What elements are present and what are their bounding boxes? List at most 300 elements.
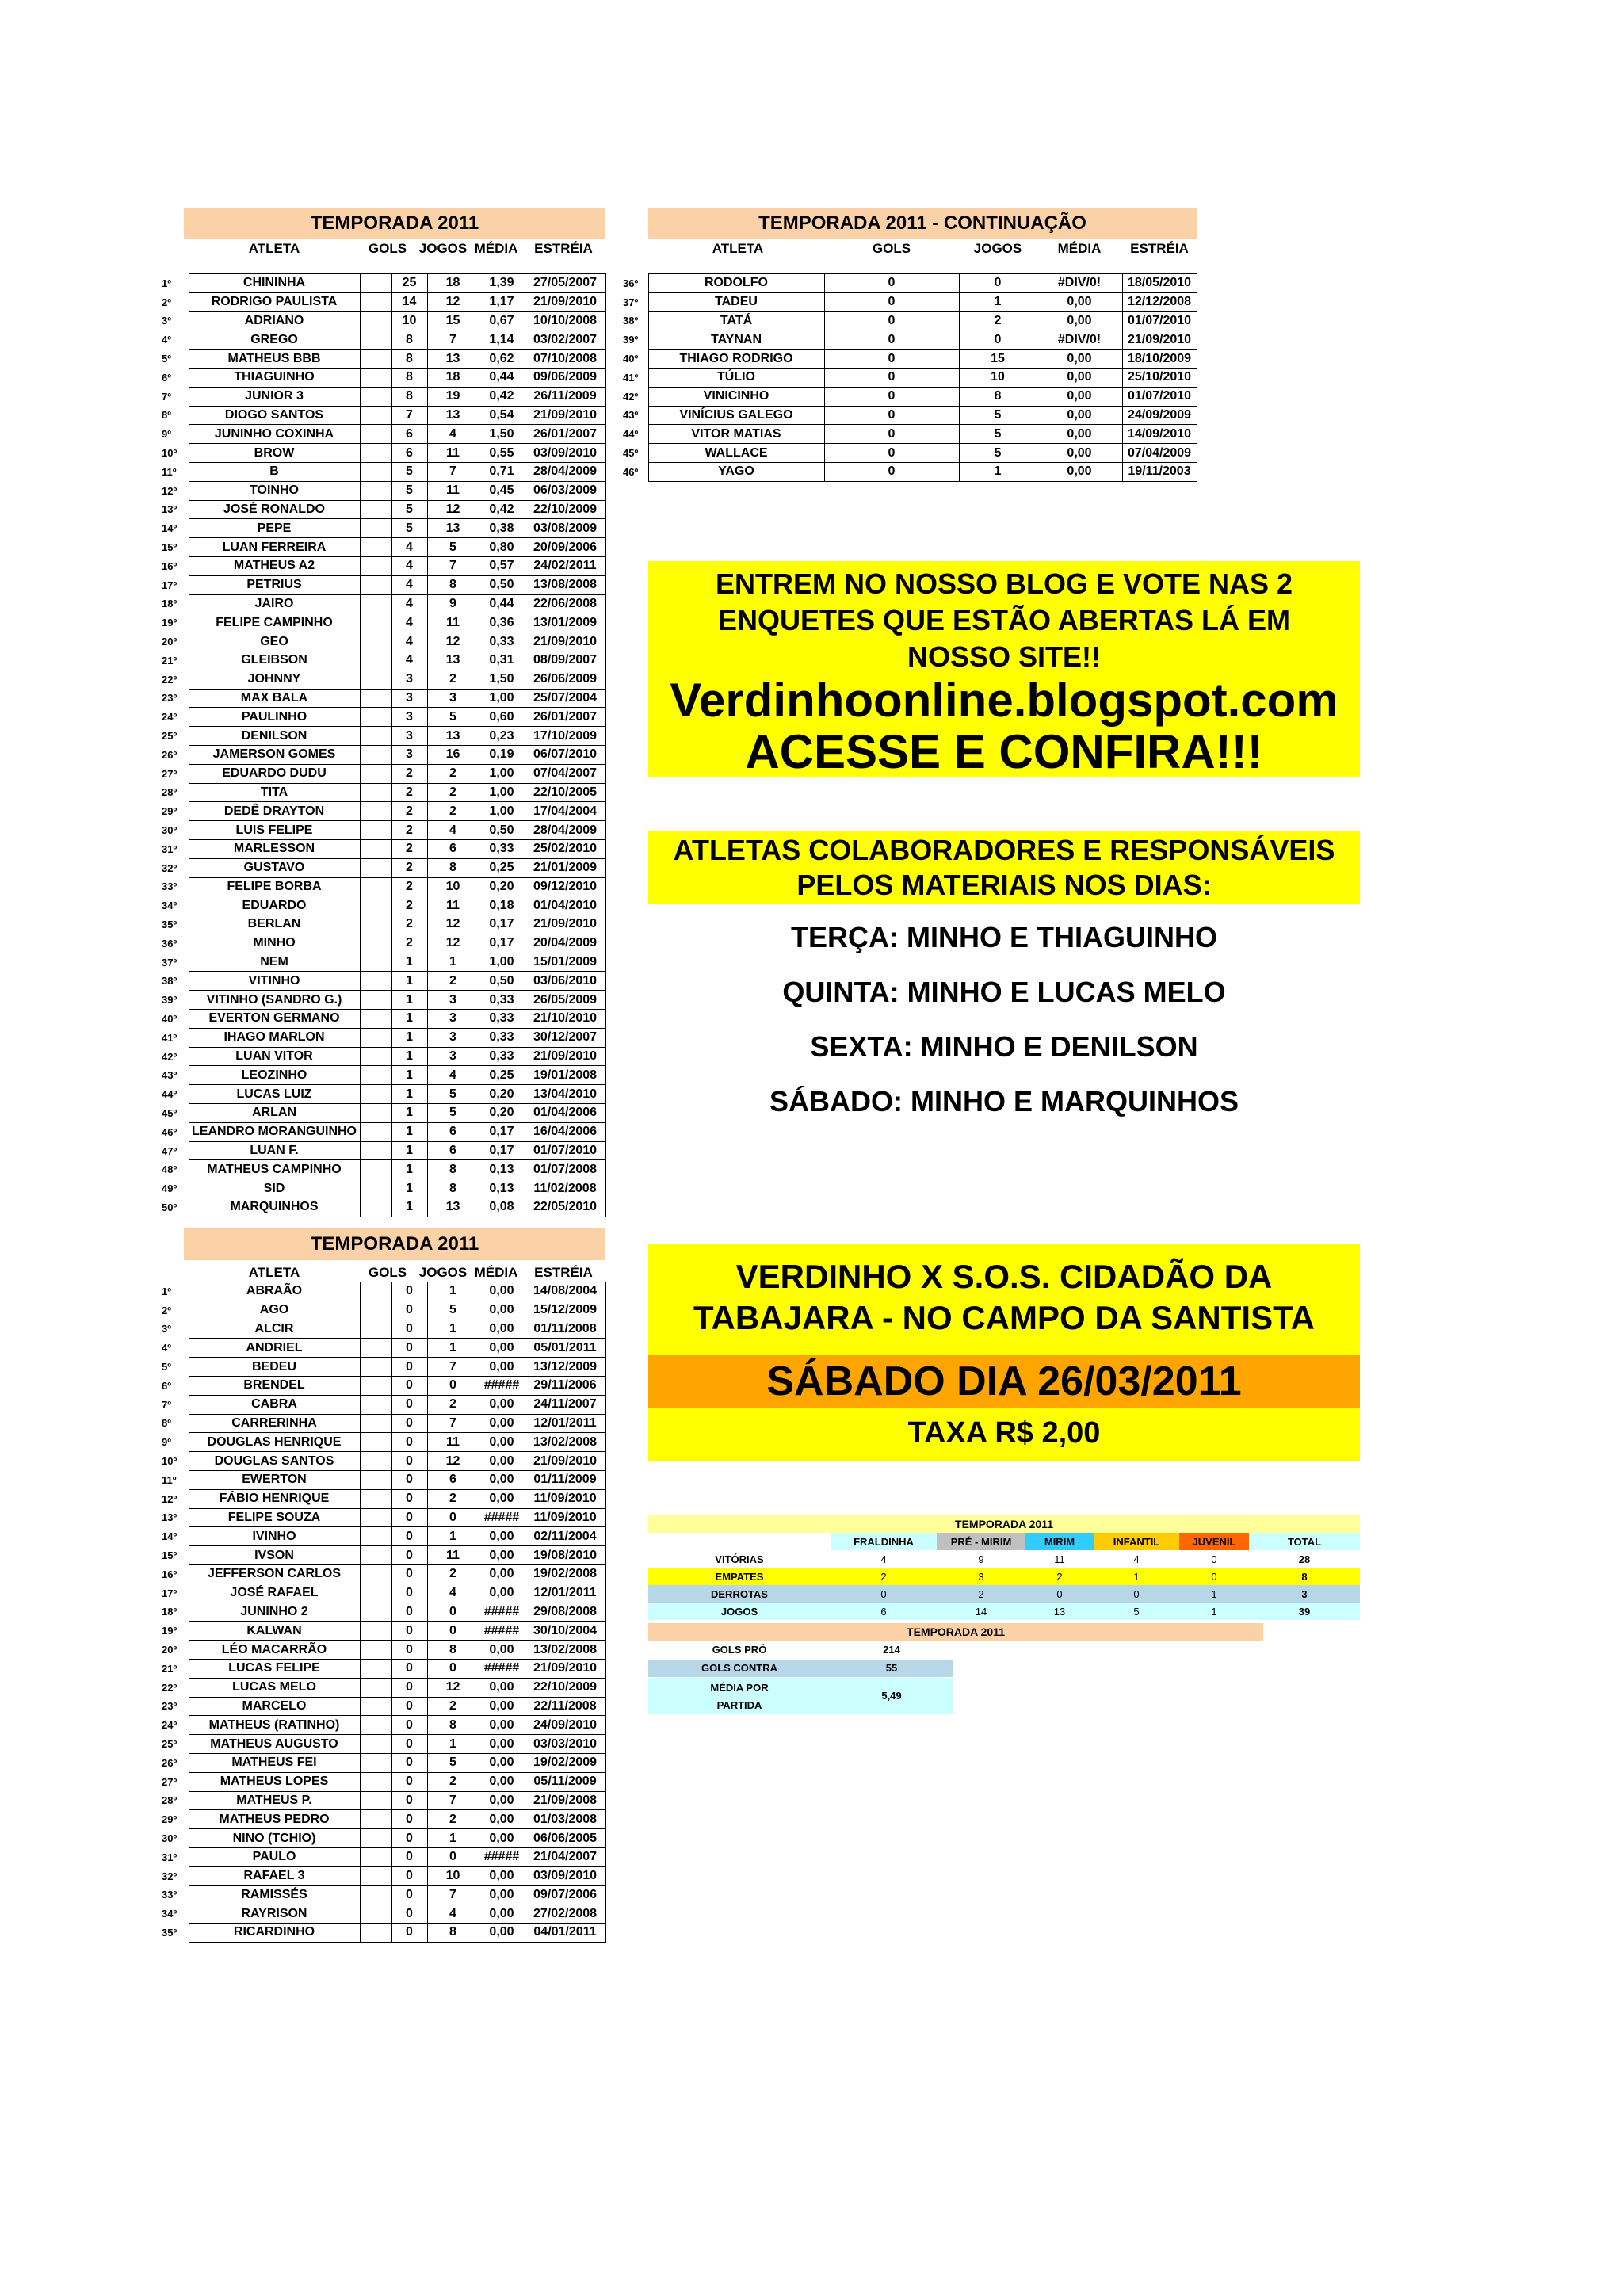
spacer-cell <box>360 1603 391 1622</box>
table-row <box>162 462 605 481</box>
table-row <box>162 1179 605 1198</box>
average: 0,00 <box>479 1753 525 1772</box>
athlete-name: LEANDRO MORANGUINHO <box>189 1122 360 1141</box>
games: 11 <box>427 1433 479 1452</box>
debut-date: 21/09/2010 <box>525 406 605 425</box>
average: 0,00 <box>479 1904 525 1924</box>
rank-position: 21º <box>162 654 178 667</box>
goals: 5 <box>391 462 427 481</box>
debut-date: 22/10/2009 <box>525 500 605 519</box>
spacer-cell <box>360 1508 391 1527</box>
average: 0,50 <box>479 972 525 991</box>
athlete-name: MATHEUS FEI <box>189 1753 360 1772</box>
rank-position: 13º <box>162 503 178 516</box>
spacer-cell <box>360 764 391 783</box>
games: 7 <box>427 462 479 481</box>
stats-value: 1 <box>1133 1570 1140 1583</box>
athlete-name: SID <box>189 1179 360 1198</box>
average: 0,42 <box>479 500 525 519</box>
average: 0,00 <box>479 1697 525 1716</box>
goals: 0 <box>824 350 959 369</box>
goals: 1 <box>391 1160 427 1179</box>
stats-value: 39 <box>1298 1605 1311 1618</box>
rank-position: 50º <box>162 1201 178 1213</box>
debut-date: 03/09/2010 <box>525 444 605 463</box>
rank-position: 26º <box>162 1756 178 1769</box>
average: 0,33 <box>479 991 525 1010</box>
games: 5 <box>959 425 1037 444</box>
stats-value: 0 <box>1211 1553 1217 1565</box>
goals: 0 <box>391 1697 427 1716</box>
debut-date: 13/02/2008 <box>525 1641 605 1660</box>
average: 0,00 <box>1037 292 1122 311</box>
media-por-partida-label <box>648 1678 831 1714</box>
games: 18 <box>427 368 479 387</box>
debut-date: 13/01/2009 <box>525 613 605 632</box>
athlete-name: EDUARDO <box>189 896 360 915</box>
table-row <box>162 689 605 708</box>
debut-date: 22/05/2010 <box>525 1198 605 1217</box>
debut-date: 01/11/2009 <box>525 1470 605 1489</box>
average: ##### <box>479 1376 525 1395</box>
average: 0,44 <box>479 368 525 387</box>
athlete-name: MATHEUS BBB <box>189 350 360 369</box>
schedule-friday: SEXTA: MINHO E DENILSON <box>810 1030 1198 1063</box>
spacer-cell <box>360 839 391 858</box>
games: 5 <box>959 406 1037 425</box>
athlete-name: TITA <box>189 783 360 802</box>
debut-date: 05/01/2011 <box>525 1339 605 1358</box>
spacer-cell <box>360 1160 391 1179</box>
goals: 2 <box>391 896 427 915</box>
rank-position: 29º <box>162 805 178 818</box>
stats-value: 4 <box>1133 1553 1140 1565</box>
rank-position: 25º <box>162 730 178 743</box>
spacer-cell <box>360 689 391 708</box>
debut-date: 14/08/2004 <box>525 1282 605 1301</box>
athlete-name: THIAGO RODRIGO <box>648 350 824 369</box>
athlete-name: MATHEUS LOPES <box>189 1772 360 1791</box>
spacer-cell <box>360 1028 391 1047</box>
games: 2 <box>427 802 479 821</box>
goals: 0 <box>391 1395 427 1414</box>
spacer-cell <box>360 1659 391 1678</box>
games: 4 <box>427 821 479 840</box>
debut-date: 01/03/2008 <box>525 1810 605 1829</box>
games: 0 <box>959 274 1037 293</box>
goals: 0 <box>391 1358 427 1377</box>
spacer-cell <box>360 821 391 840</box>
athlete-name: MATHEUS P. <box>189 1791 360 1810</box>
table-row <box>162 1791 605 1810</box>
athlete-name: JUNINHO COXINHA <box>189 425 360 444</box>
games: 13 <box>427 519 479 538</box>
spacer-cell <box>360 727 391 746</box>
spacer-cell <box>360 1395 391 1414</box>
table-row <box>162 311 605 330</box>
table-row <box>162 1527 605 1546</box>
spacer-cell <box>360 1047 391 1066</box>
table-row <box>162 350 605 369</box>
average: 1,39 <box>479 274 525 293</box>
spacer-cell <box>360 481 391 500</box>
games: 3 <box>427 1010 479 1029</box>
debut-date: 07/04/2009 <box>1122 444 1197 463</box>
athlete-name: GUSTAVO <box>189 858 360 877</box>
rank-position: 20º <box>162 636 178 648</box>
debut-date: 21/09/2010 <box>525 632 605 651</box>
spacer-cell <box>360 1010 391 1029</box>
table-row <box>623 330 1197 350</box>
games: 1 <box>959 462 1037 481</box>
average: 0,00 <box>479 1282 525 1301</box>
rank-position: 26º <box>162 748 178 761</box>
rank-position: 3º <box>162 1323 171 1335</box>
athlete-name: TÚLIO <box>648 368 824 387</box>
average: 0,17 <box>479 1122 525 1141</box>
table-row <box>162 556 605 575</box>
average: 0,31 <box>479 651 525 670</box>
rank-position: 16º <box>162 1568 178 1580</box>
rank-position: 38º <box>623 315 639 327</box>
debut-date: 17/04/2004 <box>525 802 605 821</box>
rank-position: 2º <box>162 296 171 308</box>
table-row <box>162 915 605 934</box>
stats-value: 2 <box>880 1570 887 1583</box>
stats-value: 0 <box>1133 1587 1140 1600</box>
spacer-cell <box>360 613 391 632</box>
average: 1,00 <box>479 689 525 708</box>
table-row <box>623 292 1197 311</box>
table-row <box>162 444 605 463</box>
table-row <box>623 406 1197 425</box>
games: 4 <box>427 1066 479 1085</box>
average: 0,60 <box>479 708 525 727</box>
debut-date: 25/07/2004 <box>525 689 605 708</box>
category-header: FRALDINHA <box>831 1533 937 1550</box>
table-row <box>162 1339 605 1358</box>
table-row <box>162 708 605 727</box>
average: 0,50 <box>479 821 525 840</box>
athlete-name: EWERTON <box>189 1470 360 1489</box>
athlete-name: IHAGO MARLON <box>189 1028 360 1047</box>
table3-col-jogos: JOGOS <box>418 1265 468 1280</box>
athlete-name: MINHO <box>189 934 360 953</box>
rank-position: 47º <box>162 1144 178 1157</box>
athlete-name: MARQUINHOS <box>189 1198 360 1217</box>
debut-date: 18/10/2009 <box>1122 350 1197 369</box>
games: 6 <box>427 839 479 858</box>
stats-value: 6 <box>880 1605 887 1618</box>
debut-date: 10/10/2008 <box>525 311 605 330</box>
debut-date: 28/04/2009 <box>525 462 605 481</box>
average: 0,00 <box>1037 425 1122 444</box>
athlete-name: JOSÉ RONALDO <box>189 500 360 519</box>
goals: 0 <box>391 1735 427 1754</box>
table3-col-media: MÉDIA <box>474 1265 518 1280</box>
table-row <box>162 500 605 519</box>
average: 0,00 <box>479 1395 525 1414</box>
rank-position: 30º <box>162 824 178 836</box>
goals: 4 <box>391 575 427 594</box>
spacer-cell <box>360 1924 391 1943</box>
debut-date: 30/12/2007 <box>525 1028 605 1047</box>
games: 12 <box>427 500 479 519</box>
spacer-cell <box>360 311 391 330</box>
athlete-name: MARLESSON <box>189 839 360 858</box>
games: 15 <box>959 350 1037 369</box>
average: 0,25 <box>479 1066 525 1085</box>
athlete-name: CARRERINHA <box>189 1414 360 1433</box>
rank-position: 7º <box>162 390 171 403</box>
spacer-cell <box>360 350 391 369</box>
table-row <box>162 1584 605 1603</box>
table1-col-estreia: ESTRÉIA <box>534 241 593 256</box>
spacer-cell <box>360 538 391 557</box>
goals: 0 <box>391 1924 427 1943</box>
games: 10 <box>959 368 1037 387</box>
debut-date: 18/05/2010 <box>1122 274 1197 293</box>
goals: 1 <box>391 1028 427 1047</box>
athlete-name: PEPE <box>189 519 360 538</box>
average: 0,00 <box>479 1716 525 1735</box>
table-row <box>162 783 605 802</box>
table-row <box>162 1508 605 1527</box>
average: 0,17 <box>479 934 525 953</box>
spacer-cell <box>360 1847 391 1866</box>
debut-date: 01/04/2010 <box>525 896 605 915</box>
athlete-name: VITOR MATIAS <box>648 425 824 444</box>
goals: 0 <box>391 1282 427 1301</box>
schedule-saturday: SÁBADO: MINHO E MARQUINHOS <box>769 1085 1239 1117</box>
spacer-cell <box>360 632 391 651</box>
games: 2 <box>427 783 479 802</box>
debut-date: 05/11/2009 <box>525 1772 605 1791</box>
games: 6 <box>427 1141 479 1160</box>
games: 1 <box>959 292 1037 311</box>
spacer-cell <box>360 444 391 463</box>
rank-position: 10º <box>162 447 178 460</box>
rank-position: 19º <box>162 617 178 629</box>
games: 8 <box>427 575 479 594</box>
athlete-name: DOUGLAS HENRIQUE <box>189 1433 360 1452</box>
average: 0,00 <box>479 1414 525 1433</box>
average: 0,57 <box>479 556 525 575</box>
stats-value: 8 <box>1301 1570 1308 1583</box>
average: 0,20 <box>479 1085 525 1104</box>
games: 5 <box>427 1301 479 1320</box>
rank-position: 32º <box>162 1870 178 1882</box>
goals: 0 <box>824 311 959 330</box>
category-header: JUVENIL <box>1179 1533 1249 1550</box>
athlete-name: ABRAÃO <box>189 1282 360 1301</box>
games: 12 <box>427 1678 479 1697</box>
table-row <box>162 1546 605 1565</box>
spacer-cell <box>360 1104 391 1123</box>
games: 13 <box>427 727 479 746</box>
games: 11 <box>427 613 479 632</box>
table3-col-gols: GOLS <box>368 1265 407 1280</box>
stats-value: 2 <box>978 1587 984 1600</box>
games: 1 <box>427 1829 479 1848</box>
games: 2 <box>427 764 479 783</box>
rank-position: 43º <box>623 409 639 422</box>
table-row <box>162 1160 605 1179</box>
table-row <box>162 1924 605 1943</box>
rank-position: 24º <box>162 1719 178 1732</box>
rank-position: 23º <box>162 692 178 705</box>
debut-date: 26/05/2009 <box>525 991 605 1010</box>
average: 0,00 <box>479 1866 525 1885</box>
spacer-cell <box>360 462 391 481</box>
table-row <box>162 670 605 689</box>
table-row <box>623 462 1197 481</box>
spacer-cell <box>360 274 391 293</box>
average: 0,33 <box>479 632 525 651</box>
games: 5 <box>427 1753 479 1772</box>
goals: 2 <box>391 858 427 877</box>
average: 0,00 <box>479 1885 525 1904</box>
table-row <box>623 425 1197 444</box>
athlete-name: PAULINHO <box>189 708 360 727</box>
table-row <box>623 387 1197 406</box>
goals: 1 <box>391 1141 427 1160</box>
spacer-cell <box>360 1358 391 1377</box>
goals: 0 <box>824 406 959 425</box>
rank-position: 17º <box>162 1587 178 1599</box>
athlete-name: LUIS FELIPE <box>189 821 360 840</box>
games: 6 <box>427 1122 479 1141</box>
games: 8 <box>427 1924 479 1943</box>
average: 0,00 <box>479 1452 525 1471</box>
goals: 0 <box>391 1508 427 1527</box>
debut-date: 24/11/2007 <box>525 1395 605 1414</box>
rank-position: 35º <box>162 918 178 930</box>
games: 5 <box>427 1104 479 1123</box>
table-row <box>162 1622 605 1641</box>
goals: 5 <box>391 500 427 519</box>
debut-date: 02/11/2004 <box>525 1527 605 1546</box>
table-row <box>162 1847 605 1866</box>
rank-position: 21º <box>162 1662 178 1675</box>
goals: 0 <box>391 1622 427 1641</box>
rank-position: 14º <box>162 522 178 535</box>
debut-date: 13/02/2008 <box>525 1433 605 1452</box>
goals: 4 <box>391 538 427 557</box>
average: 0,00 <box>1037 406 1122 425</box>
athlete-name: LEOZINHO <box>189 1066 360 1085</box>
stats-subtitle-text: TEMPORADA 2011 <box>907 1626 1005 1638</box>
games: 7 <box>427 1358 479 1377</box>
games: 8 <box>427 858 479 877</box>
spacer-cell <box>360 1735 391 1754</box>
debut-date: 06/06/2005 <box>525 1829 605 1848</box>
stats-value: 1 <box>1211 1605 1217 1618</box>
category-header: MIRIM <box>1025 1533 1094 1550</box>
athlete-name: KALWAN <box>189 1622 360 1641</box>
average: 0,20 <box>479 1104 525 1123</box>
average: 0,00 <box>479 1791 525 1810</box>
rank-position: 38º <box>162 975 178 988</box>
spacer-cell <box>360 556 391 575</box>
athlete-name: WALLACE <box>648 444 824 463</box>
schedule-tuesday: TERÇA: MINHO E THIAGUINHO <box>791 921 1217 953</box>
table-row <box>162 1697 605 1716</box>
athlete-name: LÉO MACARRÃO <box>189 1641 360 1660</box>
spacer-cell <box>360 330 391 350</box>
spacer-cell <box>360 991 391 1010</box>
table-row <box>623 274 1197 293</box>
table-row <box>162 1753 605 1772</box>
goals: 2 <box>391 764 427 783</box>
games: 7 <box>427 1885 479 1904</box>
average: 0,00 <box>1037 444 1122 463</box>
spacer-cell <box>360 1470 391 1489</box>
goals: 1 <box>391 953 427 972</box>
average: 0,36 <box>479 613 525 632</box>
spacer-cell <box>360 406 391 425</box>
athlete-name: JAIRO <box>189 594 360 613</box>
stats-subtitle <box>648 1623 1263 1641</box>
debut-date: 13/04/2010 <box>525 1085 605 1104</box>
goals: 1 <box>391 1122 427 1141</box>
debut-date: 21/09/2008 <box>525 1791 605 1810</box>
table-row <box>623 350 1197 369</box>
stats-value: 2 <box>1056 1570 1063 1583</box>
rank-position: 34º <box>162 900 178 912</box>
category-header: INFANTIL <box>1094 1533 1179 1550</box>
table-row <box>162 1047 605 1066</box>
athlete-name: MATHEUS AUGUSTO <box>189 1735 360 1754</box>
rank-position: 12º <box>162 1492 178 1505</box>
stats-value: 14 <box>975 1605 987 1618</box>
games: 1 <box>427 1320 479 1339</box>
games: 8 <box>427 1716 479 1735</box>
debut-date: 20/09/2006 <box>525 538 605 557</box>
table-row <box>162 802 605 821</box>
rank-position: 19º <box>162 1625 178 1637</box>
athlete-name: TOINHO <box>189 481 360 500</box>
athlete-name: NEM <box>189 953 360 972</box>
debut-date: 25/02/2010 <box>525 839 605 858</box>
table-row <box>623 444 1197 463</box>
blog-url[interactable]: Verdinhoonline.blogspot.com <box>670 674 1338 727</box>
spacer-cell <box>360 1452 391 1471</box>
rank-position: 1º <box>162 1285 171 1297</box>
stats-row-label: JOGOS <box>720 1605 758 1618</box>
spacer-cell <box>360 783 391 802</box>
average: 0,67 <box>479 311 525 330</box>
table2-col-media: MÉDIA <box>1057 241 1102 256</box>
debut-date: 08/09/2007 <box>525 651 605 670</box>
debut-date: 09/06/2009 <box>525 368 605 387</box>
spacer-cell <box>360 1433 391 1452</box>
schedule-thursday: QUINTA: MINHO E LUCAS MELO <box>782 976 1226 1008</box>
debut-date: 13/08/2008 <box>525 575 605 594</box>
games: 0 <box>959 330 1037 350</box>
spacer-cell <box>360 1885 391 1904</box>
table-row <box>162 1104 605 1123</box>
goals: 5 <box>391 481 427 500</box>
media-label-line2: PARTIDA <box>716 1699 762 1711</box>
games: 8 <box>427 1179 479 1198</box>
table-row <box>162 1678 605 1697</box>
spacer-cell <box>360 1320 391 1339</box>
average: 0,71 <box>479 462 525 481</box>
goals: 0 <box>824 425 959 444</box>
average: 0,33 <box>479 1028 525 1047</box>
spacer-cell <box>360 1866 391 1885</box>
